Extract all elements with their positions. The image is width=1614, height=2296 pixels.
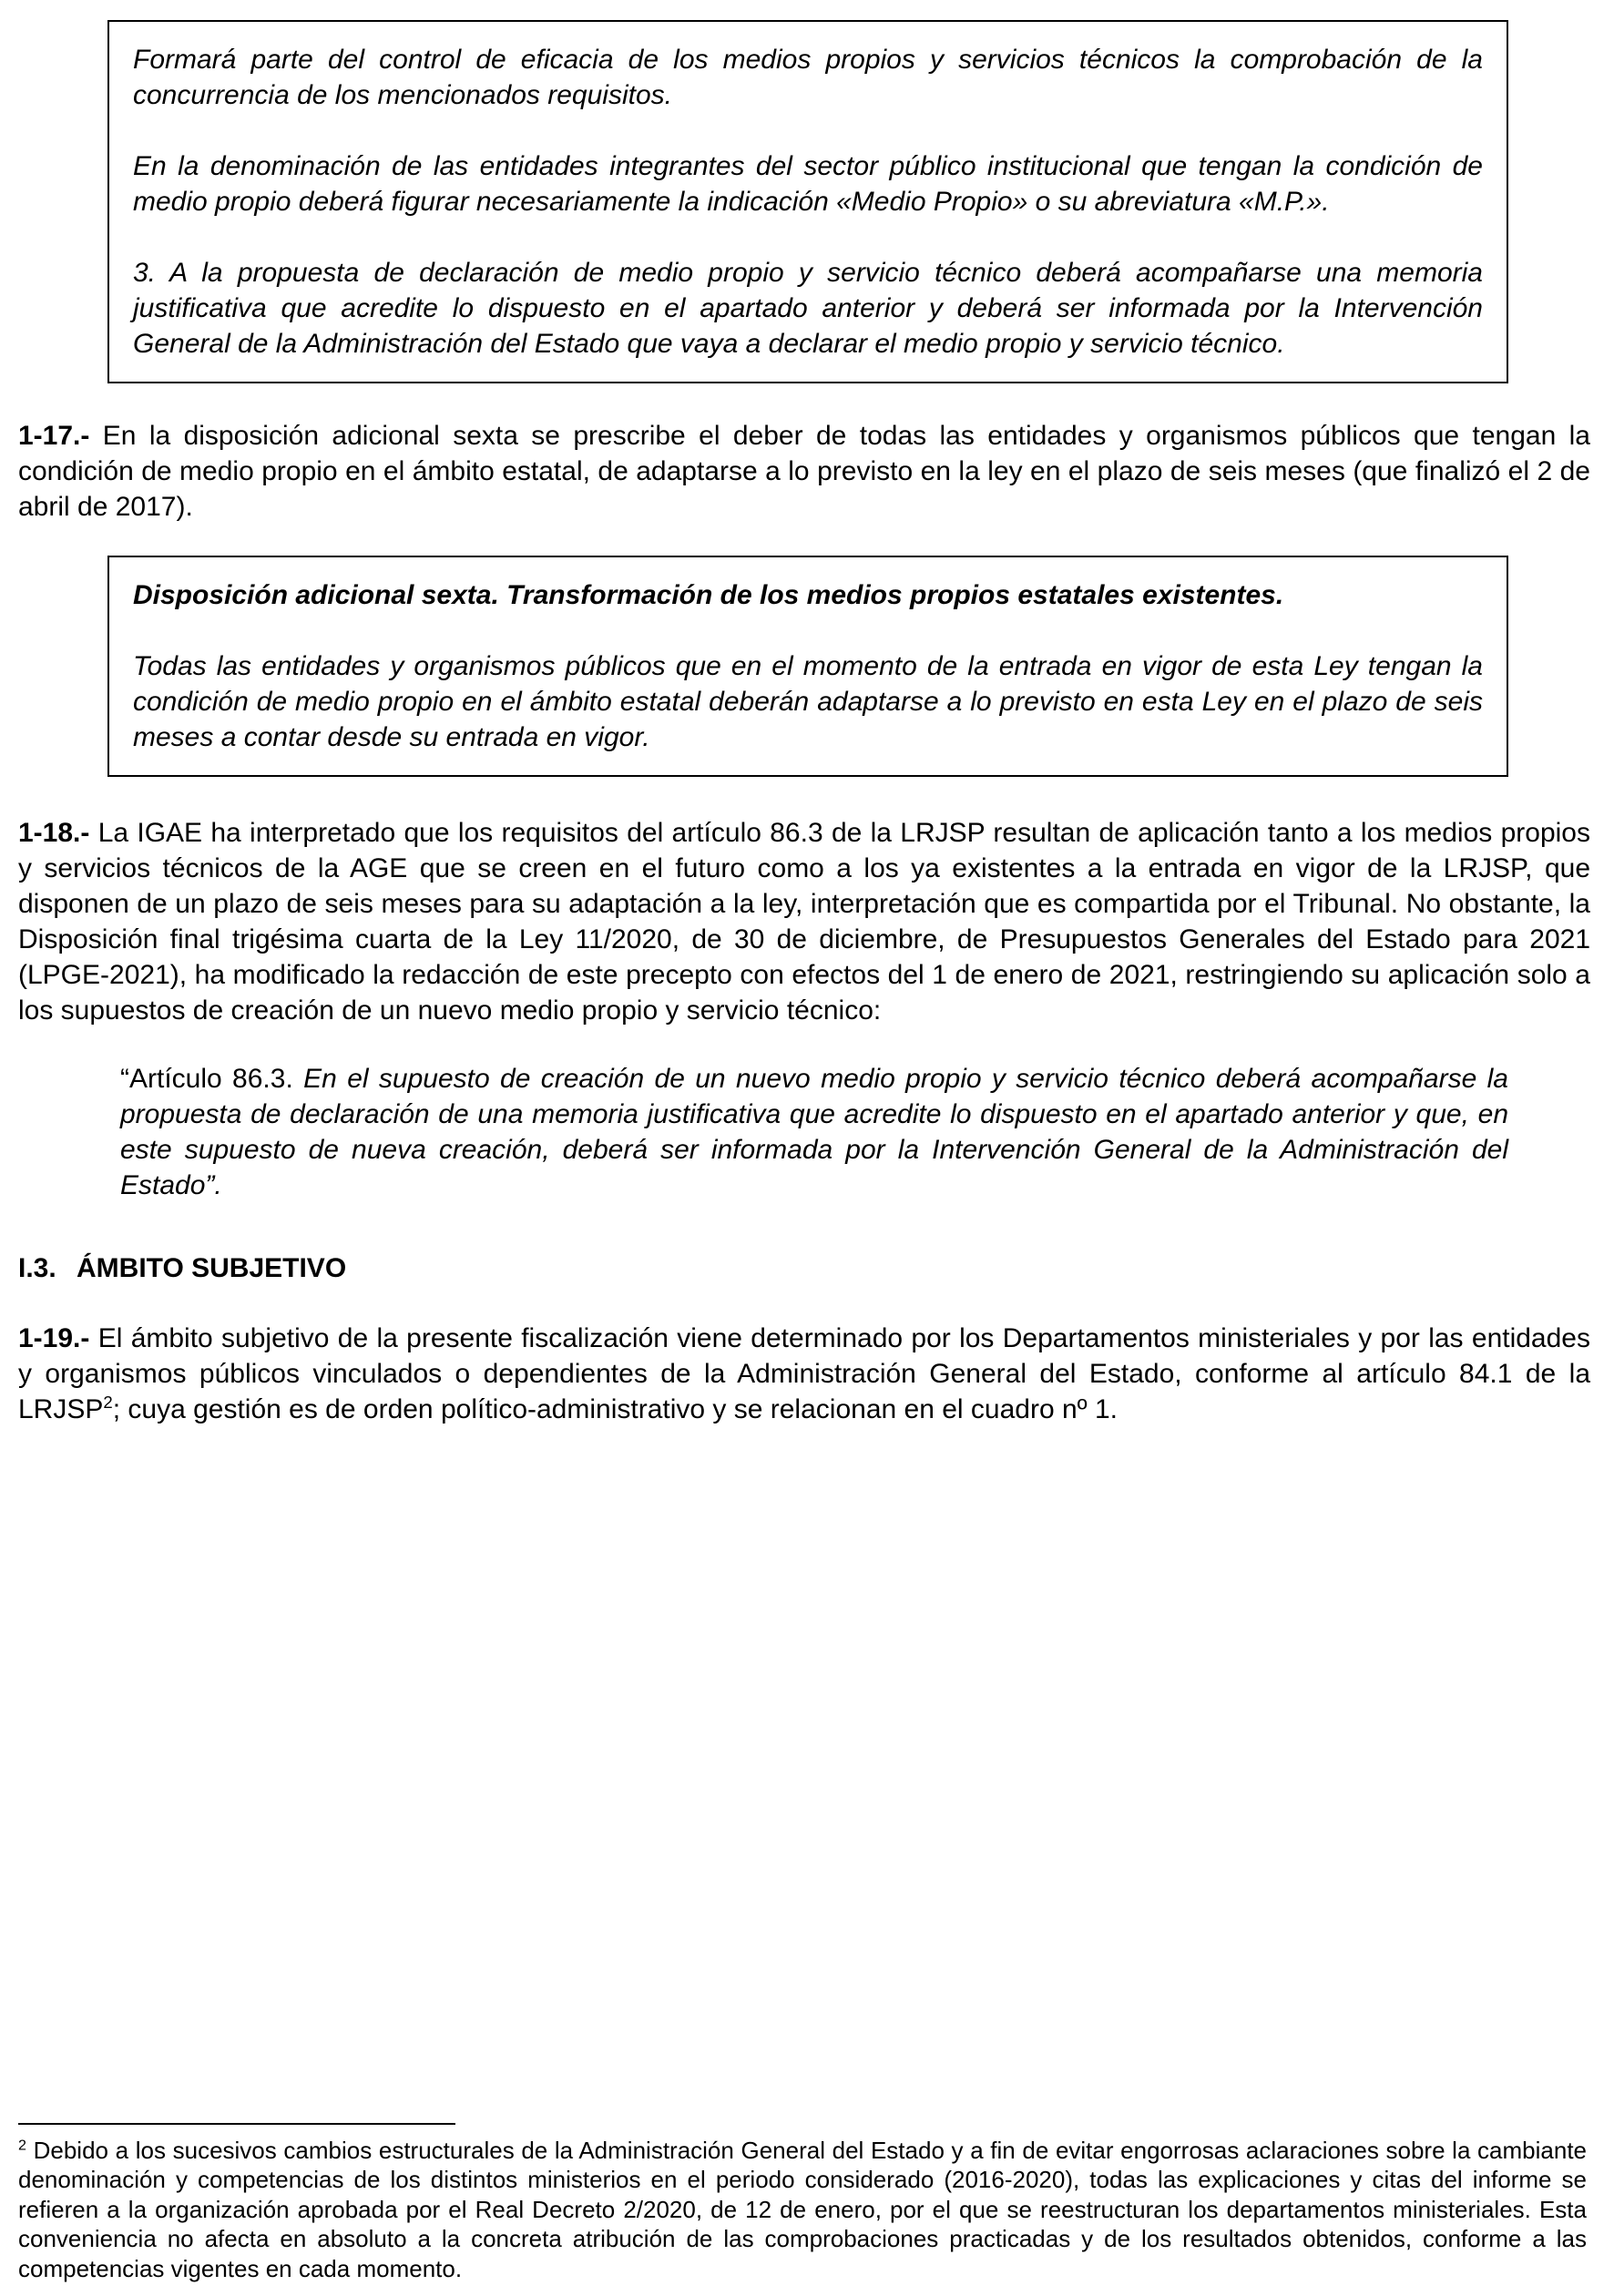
box-paragraph: 3. A la propuesta de declaración de medio propio y servicio técnico deberá acompañarse una memoria justificativa que acredite lo dispuesto en el apartado anterior y deberá ser informada por la Intervención General de la Administración del Estado que vaya a declarar el medio propio y servicio técnico. bbox=[133, 258, 1483, 359]
paragraph-number: 1-17.- bbox=[18, 421, 90, 451]
paragraph-1-17 bbox=[18, 418, 1590, 525]
paragraph-number: 1-19.- bbox=[18, 1323, 90, 1353]
box-paragraph: Formará parte del control de eficacia de los medios propios y servicios técnicos la comprobación de la concurrencia de los mencionados requisitos. bbox=[133, 45, 1483, 110]
box-body: Todas las entidades y organismos públicos que en el momento de la entrada en vigor de esta Ley tengan la condición de medio propio en el ámbito estatal deberán adaptarse a lo previsto en esta Ley en el plazo de seis meses a contar desde su entrada en vigor. bbox=[133, 651, 1483, 752]
footnote bbox=[18, 2123, 1587, 2284]
section-heading-i3 bbox=[18, 1250, 1590, 1286]
box-paragraph: En la denominación de las entidades integrantes del sector público institucional que tengan la condición de medio propio deberá figurar necesariamente la indicación «Medio Propio» o su abreviatura «M.P.». bbox=[133, 151, 1483, 217]
quote-box-article-86 bbox=[107, 20, 1508, 383]
paragraph-number: 1-18.- bbox=[18, 818, 90, 848]
quote-rest: En el supuesto de creación de un nuevo medio propio y servicio técnico deberá acompañarse la propuesta de declaración de una memoria justificativa que acredite lo dispuesto en el apartado anterior y que, en este supuesto de nueva creación, deberá ser informada por la Intervención General de la Administración del Estado”. bbox=[120, 1064, 1508, 1200]
paragraph-text: La IGAE ha interpretado que los requisitos del artículo 86.3 de la LRJSP resultan de aplicación tanto a los medios propios y servicios técnicos de la AGE que se creen en el futuro como a los ya existentes a la entrada en vigor de la LRJSP, que disponen de un plazo de seis meses para su adaptación a la ley, interpretación que es compartida por el Tribunal. No obstante, la Disposición final trigésima cuarta de la Ley 11/2020, de 30 de diciembre, de Presupuestos Generales del Estado para 2021 (LPGE-2021), ha modificado la redacción de este precepto con efectos del 1 de enero de 2021, restringiendo su aplicación solo a los supuestos de creación de un nuevo medio propio y servicio técnico: bbox=[18, 818, 1590, 1026]
footnote-marker: 2 bbox=[18, 2136, 26, 2153]
footnote-rule bbox=[18, 2123, 455, 2125]
paragraph-1-18 bbox=[18, 815, 1590, 1028]
paragraph-text: En la disposición adicional sexta se prescribe el deber de todas las entidades y organismos públicos que tengan la condición de medio propio en el ámbito estatal, de adaptarse a lo previsto en la ley en el plazo de seis meses (que finalizó el 2 de abril de 2017). bbox=[18, 421, 1590, 522]
footnote-text bbox=[18, 2136, 1587, 2284]
footnote-ref: 2 bbox=[103, 1393, 113, 1412]
section-number: I.3. bbox=[18, 1253, 56, 1283]
section-title: ÁMBITO SUBJETIVO bbox=[77, 1253, 347, 1283]
footnote-body: Debido a los sucesivos cambios estructurales de la Administración General del Estado y a fin de evitar engorrosas aclaraciones sobre la cambiante denominación y competencias de los distintos ministerios en el periodo considerado (2016-2020), todas las explicaciones y citas del informe se refieren a la organización aprobada por el Real Decreto 2/2020, de 12 de enero, por el que se reestructuran los departamentos ministeriales. Esta conveniencia no afecta en absoluto a la concreta atribución de las comprobaciones practicadas y de los resultados obtenidos, conforme a las competencias vigentes en cada momento. bbox=[18, 2136, 1587, 2282]
paragraph-text: ; cuya gestión es de orden político-administrativo y se relacionan en el cuadro nº 1. bbox=[112, 1394, 1118, 1424]
quote-articulo-86-3 bbox=[120, 1061, 1508, 1203]
quote-lead: “Artículo 86.3. bbox=[120, 1064, 293, 1094]
paragraph-text: El ámbito subjetivo de la presente fiscalización viene determinado por los Departamentos ministeriales y por las entidades y organismos públicos vinculados o dependientes de la Administración General del Estado, conforme al artículo 84.1 de la LRJSP bbox=[18, 1323, 1590, 1424]
box-heading: Disposición adicional sexta. Transformación de los medios propios estatales existentes. bbox=[133, 580, 1284, 610]
paragraph-1-19 bbox=[18, 1321, 1590, 1427]
quote-box-disposicion-adicional-sexta bbox=[107, 556, 1508, 777]
